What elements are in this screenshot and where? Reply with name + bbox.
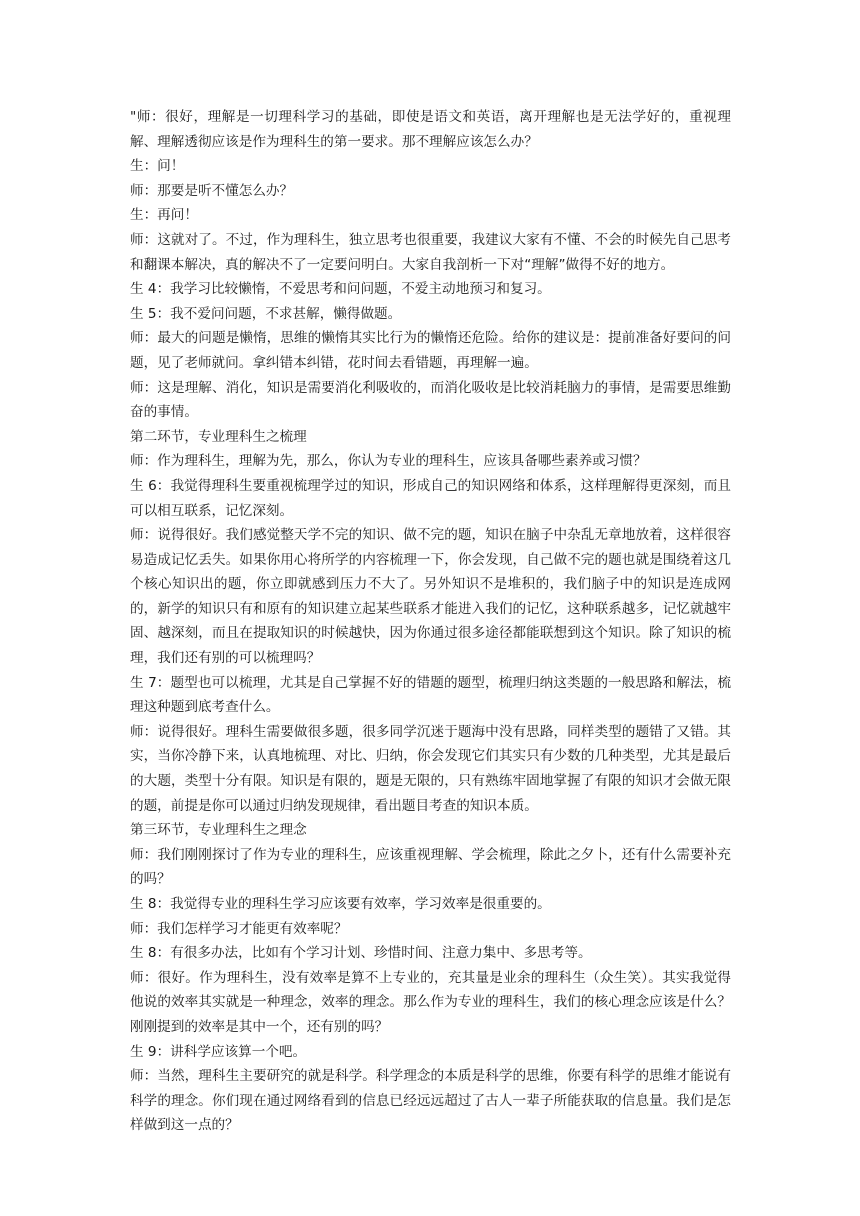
- section-heading-philosophy: 第三环节，专业理科生之理念: [130, 822, 307, 839]
- paragraph-teacher-digestion: 师：这是理解、消化，知识是需要消化利吸收的，而消化吸收是比较消耗脑力的事情，是需要思维勤奋的事情。: [130, 379, 731, 421]
- paragraph-student-6: 生 6：我觉得理科生要重视梳理学过的知识，形成自己的知识网络和体系，这样理解得更深刻，而且可以相互联系，记忆深刻。: [130, 477, 731, 519]
- paragraph-teacher-efficiency-question: 师：我们怎样学习才能更有效率呢？: [130, 920, 348, 937]
- paragraph-teacher-independent-thinking: 师：这就对了。不过，作为理科生，独立思考也很重要，我建议大家有不懂、不会的时候先自己思考和翻课本解决，真的解决不了一定要问明白。大家自我剖析一下对“理解”做得不好的地方。: [130, 231, 731, 273]
- paragraph-teacher-science: 师：当然，理科生主要研究的就是科学。科学理念的本质是科学的思维，你要有科学的思维才能说有科学的理念。你们现在通过网络看到的信息已经远远超过了古人一辈子所能获取的信息量。我们是怎样做到这一点的？: [130, 1068, 731, 1134]
- paragraph-teacher-understanding: "师：很好，理解是一切理科学习的基础，即使是语文和英语，离开理解也是无法学好的，重视理解、理解透彻应该是作为理科生的第一要求。那不理解应该怎么办？: [130, 109, 731, 150]
- paragraph-teacher-core-philosophy: 师：很好。作为理科生，没有效率是算不上专业的，充其量是业余的理科生（众生笑）。其实我觉得他说的效率其实就是一种理念，效率的理念。那么作为专业的理科生，我们的核心理念应该是什么？刚刚提到的效率是其中一个，还有别的吗？: [130, 969, 731, 1035]
- paragraph-teacher-supplement: 师：我们刚刚探讨了作为专业的理科生，应该重视理解、学会梳理，除此之夕卜，还有什么需要补充的吗？: [130, 846, 731, 888]
- paragraph-teacher-habits: 师：作为理科生，理解为先，那么，你认为专业的理科生，应该具备哪些素养或习惯？: [130, 453, 647, 470]
- paragraph-student-8-efficiency: 生 8：我觉得专业的理科生学习应该要有效率，学习效率是很重要的。: [130, 896, 551, 912]
- paragraph-student-7: 生 7：题型也可以梳理，尤其是自己掌握不好的错题的题型，梳理归纳这类题的一般思路和解法，梳理这种题到底考查什么。: [130, 674, 731, 716]
- paragraph-teacher-laziness: 师：最大的问题是懒惰，思维的懒惰其实比行为的懒惰还危险。给你的建议是：提前准备好要问的问题，见了老师就问。拿纠错本纠错，花时间去看错题，再理解一遍。: [130, 330, 731, 371]
- paragraph-student-ask-again: 生：再问！: [130, 207, 198, 224]
- paragraph-teacher-knowledge-network: 师：说得很好。我们感觉整天学不完的知识、做不完的题，知识在脑子中杂乱无章地放着，这样很容易造成记忆丢失。如果你用心将所学的内容梳理一下，你会发现，自己做不完的题也就是围绕着这几个核心知识出的题，你立即就感到压力不大了。另外知识不是堆积的，我们脑子中的知识是连成网的，新学的知识只有和原有的知识建立起某些联系才能进入我们的记忆，这种联系越多，记忆就越牢固、越深刻，而且在提取知识的时候越快，因为你通过很多途径都能联想到这个知识。除了知识的梳理，我们还有别的可以梳理吗？: [130, 527, 731, 667]
- paragraph-teacher-question: 师：那要是听不懂怎么办？: [130, 182, 294, 199]
- paragraph-teacher-question-types: 师：说得很好。理科生需要做很多题，很多同学沉迷于题海中没有思路，同样类型的题错了又错。其实，当你冷静下来，认真地梳理、对比、归纳，你会发现它们其实只有少数的几种类型，尤其是最后的大题，类型十分有限。知识是有限的，题是无限的，只有熟练牢固地掌握了有限的知识才会做无限的题，前提是你可以通过归纳发现规律，看出题目考查的知识本质。: [130, 723, 731, 814]
- paragraph-student-9: 生 9：讲科学应该算一个吧。: [130, 1043, 307, 1060]
- paragraph-student-4: 生 4：我学习比较懒惰，不爱思考和问问题，不爱主动地预习和复习。: [130, 281, 551, 298]
- paragraph-student-ask: 生：问！: [130, 158, 185, 175]
- document-body: [130, 105, 731, 1138]
- paragraph-student-5: 生 5：我不爱问问题，不求甚解，懒得做题。: [130, 305, 402, 322]
- section-heading-organizing: 第二环节，专业理科生之梳理: [130, 428, 307, 445]
- paragraph-student-8-methods: 生 8：有很多办法，比如有个学习计划、珍惜时间、注意力集中、多思考等。: [130, 945, 592, 962]
